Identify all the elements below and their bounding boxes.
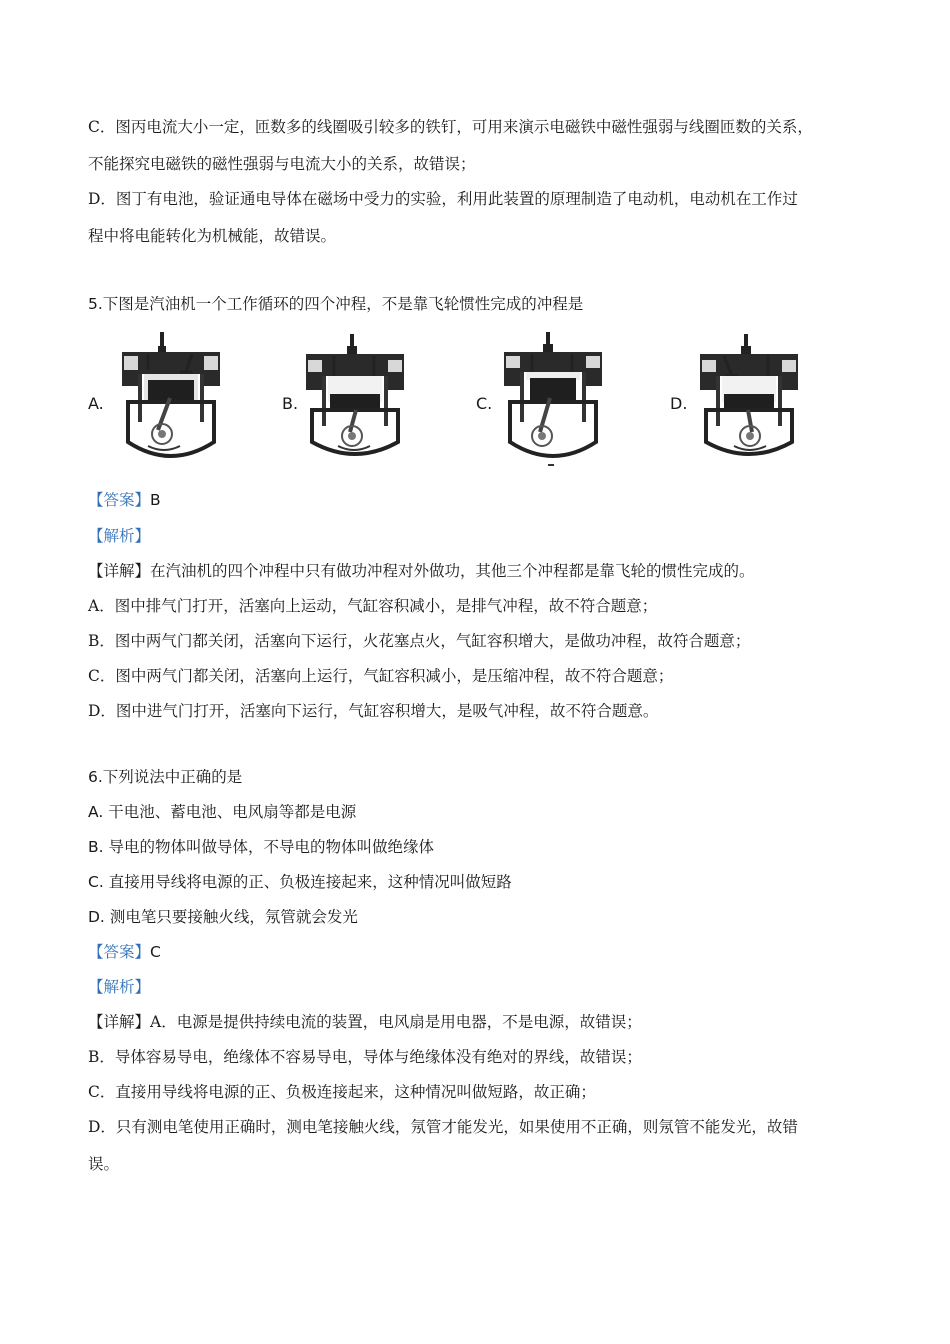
q6-analysis-tag: 【解析】: [88, 978, 151, 996]
q6-explain-tail: 误。: [88, 1155, 120, 1173]
q6-option-d: D. 测电笔只要接触火线，氖管就会发光: [88, 908, 358, 926]
q5-option-a-label: A.: [88, 394, 104, 413]
q5-option-b-label: B.: [282, 394, 299, 413]
question-5-stem: 5.下图是汽油机一个工作循环的四个冲程，不是靠飞轮惯性完成的冲程是: [88, 295, 584, 313]
q6-option-a: A. 干电池、蓄电池、电风扇等都是电源: [88, 803, 357, 821]
q5-explain-a: A．图中排气门打开，活塞向上运动，气缸容积减小，是排气冲程，故不符合题意；: [88, 597, 658, 615]
q6-explain-d: D．只有测电笔使用正确时，测电笔接触火线，氖管才能发光，如果使用不正确，则氖管不能发光，故错: [88, 1118, 798, 1136]
q6-detail: 【详解】A．电源是提供持续电流的装置，电风扇是用电器，不是电源，故错误；: [88, 1013, 642, 1031]
q5-analysis-tag: 【解析】: [88, 527, 151, 545]
prev-solution-c-line2: 不能探究电磁铁的磁性强弱与电流大小的关系，故错误；: [88, 155, 476, 173]
q5-explain-c: C．图中两气门都关闭，活塞向上运行，气缸容积减小，是压缩冲程，故不符合题意；: [88, 667, 674, 685]
engine-power-stroke-icon: [302, 332, 408, 462]
q5-explain-d: D．图中进气门打开，活塞向下运行，气缸容积增大，是吸气冲程，故不符合题意。: [88, 702, 659, 720]
engine-compression-stroke-icon: [500, 330, 606, 468]
prev-solution-d-line1: D．图丁有电池，验证通电导体在磁场中受力的实验，利用此装置的原理制造了电动机，电动机在工作过: [88, 190, 798, 208]
q5-detail: 【详解】在汽油机的四个冲程中只有做功冲程对外做功，其他三个冲程都是靠飞轮的惯性完成的。: [88, 562, 755, 580]
q6-answer: 【答案】C: [88, 943, 161, 961]
prev-solution-d-line2: 程中将电能转化为机械能，故错误。: [88, 227, 337, 245]
question-5-number: 5.: [88, 295, 103, 313]
engine-intake-stroke-icon: [696, 332, 802, 462]
q6-explain-b: B．导体容易导电，绝缘体不容易导电，导体与绝缘体没有绝对的界线，故错误；: [88, 1048, 642, 1066]
prev-solution-c-line1: C．图丙电流大小一定，匝数多的线圈吸引较多的铁钉，可用来演示电磁铁中磁性强弱与线圈匝数的关系，: [88, 118, 813, 136]
q5-explain-b: B．图中两气门都关闭，活塞向下运行，火花塞点火，气缸容积增大，是做功冲程，故符合题意；: [88, 632, 751, 650]
q6-explain-c: C．直接用导线将电源的正、负极连接起来，这种情况叫做短路，故正确；: [88, 1083, 596, 1101]
engine-exhaust-stroke-icon: [118, 330, 224, 466]
q6-option-c: C. 直接用导线将电源的正、负极连接起来，这种情况叫做短路: [88, 873, 512, 891]
q6-option-b: B. 导电的物体叫做导体，不导电的物体叫做绝缘体: [88, 838, 435, 856]
q5-option-d-label: D.: [670, 394, 688, 413]
q5-option-c-label: C.: [476, 394, 493, 413]
q5-answer: 【答案】B: [88, 491, 161, 509]
question-6-stem: 6.下列说法中正确的是: [88, 768, 243, 786]
